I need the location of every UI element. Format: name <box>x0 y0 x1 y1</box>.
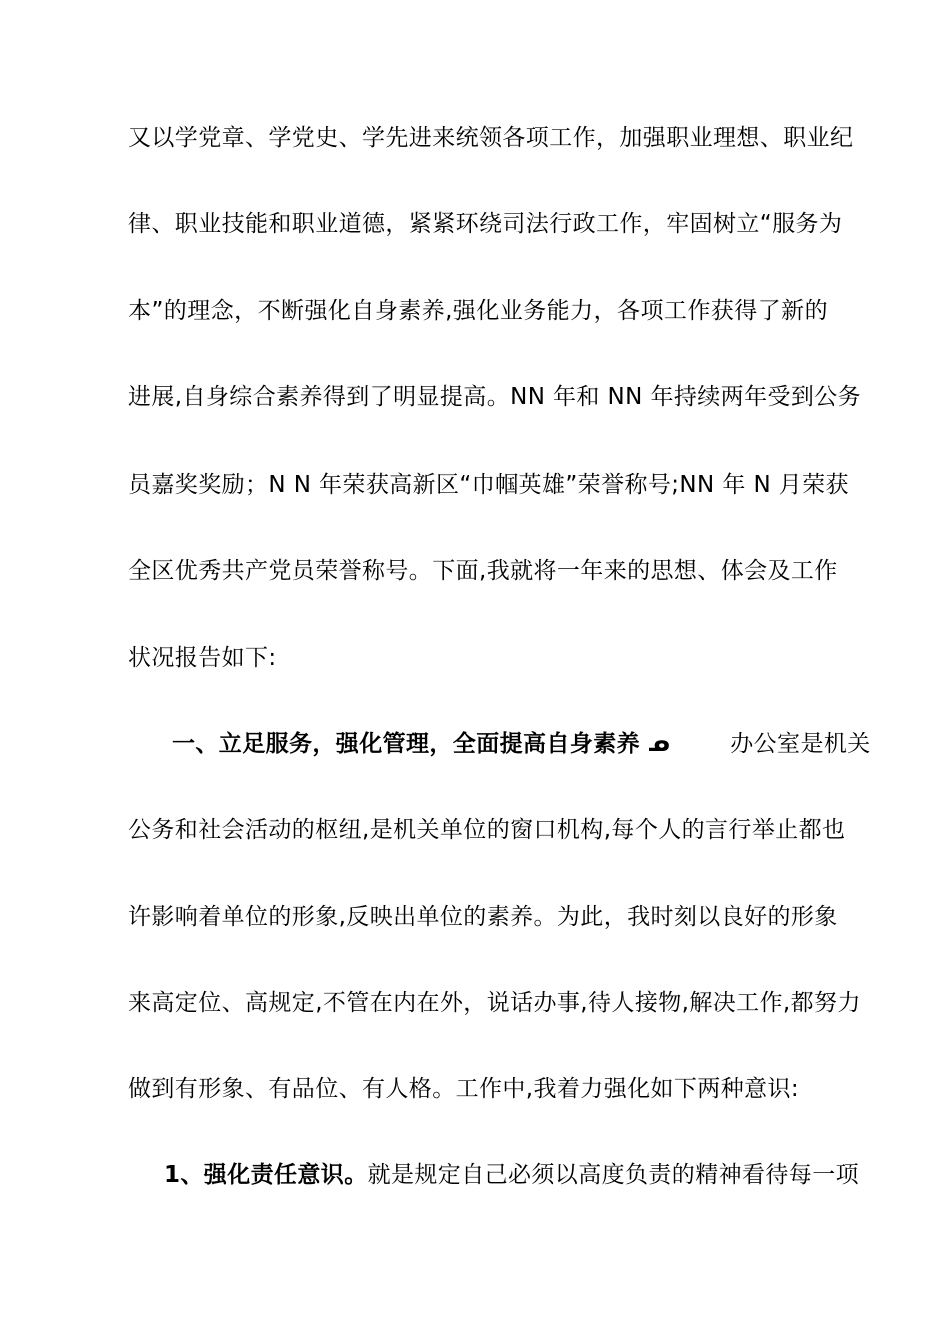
paragraph-line-1: 又以学党章、学党史、学先进来统领各项工作，加强职业理想、职业纪 <box>128 125 854 151</box>
paragraph-line-5: 员嘉奖奖励；N N 年荣获高新区“巾帼英雄”荣誉称号;NN 年 N 月荣获 <box>128 472 849 498</box>
section-line-2: 许影响着单位的形象,反映出单位的素养。为此，我时刻以良好的形象 <box>128 904 838 930</box>
section-line-1: 公务和社会活动的枢纽,是机关单位的窗口机构,每个人的言行举止都也 <box>128 817 846 843</box>
item-line <box>164 1160 860 1190</box>
section-intro-text: 办公室是机关 <box>730 731 871 757</box>
section-line-4: 做到有形象、有品位、有人格。工作中,我着力强化如下两种意识: <box>128 1076 800 1102</box>
paragraph-line-3: 本”的理念，不断强化自身素养,强化业务能力，各项工作获得了新的 <box>128 298 828 324</box>
paragraph-line-4: 进展,自身综合素养得到了明显提高。NN 年和 NN 年持续两年受到公务 <box>128 384 862 410</box>
section-heading-line <box>172 729 871 759</box>
item-heading: 1、强化责任意识。 <box>164 1162 368 1188</box>
paragraph-line-7: 状况报告如下: <box>128 645 277 671</box>
paragraph-line-6: 全区优秀共产党员荣誉称号。下面,我就将一年来的思想、体会及工作 <box>128 558 838 584</box>
section-line-3: 来高定位、高规定,不管在内在外，说话办事,待人接物,解决工作,都努力 <box>128 990 861 1016</box>
paragraph-line-2: 律、职业技能和职业道德，紧紧环绕司法行政工作，牢固树立“服务为 <box>128 211 843 237</box>
item-text: 就是规定自己必须以高度负责的精神看待每一项 <box>367 1162 860 1188</box>
section-heading: 一、立足服务，强化管理，全面提高自身素养 <box>172 731 649 757</box>
heading-marker: ᓄ <box>648 731 671 757</box>
